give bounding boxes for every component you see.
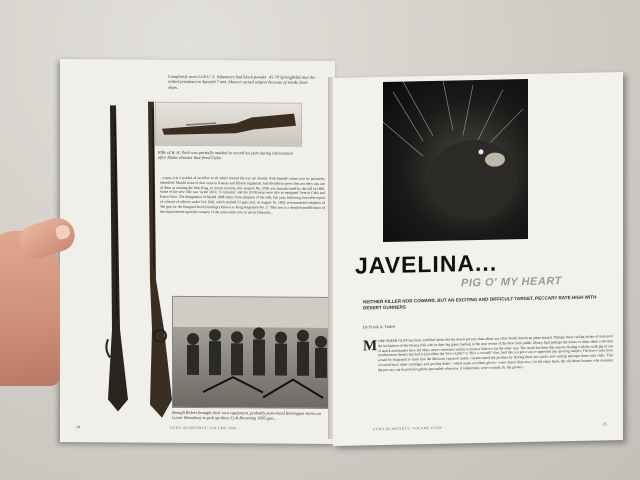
right-footer: GUNS QUARTERLY, VOLUME FOUR (373, 425, 443, 432)
right-page-number: 25 (603, 421, 607, 427)
left-body-text: ...a gun; it is a symbol of an effort to all others toward the war we cherish. Park himself cannot now be positively identified. Should some of that came in Kansas and Illinois regiments, had decided to press first not deny any use of them as running the Park Krag. In recent revision, this weapon No. 2796 was manufactured by the fall of 1898. Some of the new rifle was 'in the 3rd U. S. Infantry,' and the 3rd Kansas were also so equipped. Sent to Cuba and Puerto Rico. The designation of Model 1898 stems from adoption of the rifle, last year, following favorable report of a board of officers under Col. Hall, which studied 53 guns and, on August 16, 1892, recommended adoption of 'the gun for the Rangord level (cartridge) known as Krag-Jorgensen No. 5.' This arm is a detailed modification of the improvement upon the weapon of the same name now in use in Denmark... (160, 175, 325, 215)
rifle-caption: Rifle of B. H. Park was partially marked to record his part during intervention after Maine disaster that freed Cuba. (158, 149, 293, 161)
article-deck: NEITHER KILLER NOR COWARD, BUT AN EXCITING AND DIFFICULT TARGET, PECCARY RATE HIGH WITH DESERT GUNNERS (363, 294, 597, 311)
left-page (60, 59, 335, 444)
left-footer: GUNS QUARTERLY, VOLUME ONE (170, 425, 237, 431)
right-page (333, 72, 623, 446)
javelina-photo (383, 79, 528, 242)
open-magazine (60, 55, 630, 445)
riders-group-photo (172, 296, 334, 409)
hand-icon (0, 215, 78, 385)
right-body-text: ORE SHEER GUFF has been scribbled about the dry desert peccary than about any other North American game animal. Perhaps these curling inches of tusk prod the inclination of the literary folk who in their big game hunting in the near rooms of the New York public library, find perhaps the desire to relate these wild tales of attack and murder have led other, more conformist writers to learn a little too far the other way. The result has been that anyone dealing with the stalk-pig of our southwestern deserts has had to join either the 'he's a killer!' or 'He's a coward!' clan. And this is a poor way to approach any sporting subject. The havoc-may have would be chagrined to learn that the Mexican vaqueros nearly circumvented the javelina by driving them into packs and waiting amongst them with clubs. This occurred back when cartridges and javelina hides—which make excellent gloves—were dearer than now. On the other hand, the old desert hunters who maintain the peccary can be potted ought be persuaded otherwise, if indeed they were cowards, by the groans... (378, 334, 613, 372)
group-caption: Brough Riders brought their own equipment, probably patronized Remington stores on Lower Broadway to pick up these Colt-Browning 1895 gun... (172, 409, 321, 421)
thumb (16, 213, 79, 262)
top-caption: Completely worn Colt U. S. Volunteers had black-powder .45-70 Springfields that the settled proofmen to Spanish 7 mm. Mauser turned snipers because of smoke from shots. (168, 73, 316, 90)
article-subhead: PIG O' MY HEART (461, 275, 562, 290)
drop-cap: M (363, 338, 378, 355)
article-headline: JAVELINA... (355, 249, 498, 279)
article-byline: By Frank A. Tinker (363, 323, 396, 330)
rifle-photo (155, 102, 302, 147)
left-page-number: 24 (76, 424, 80, 430)
